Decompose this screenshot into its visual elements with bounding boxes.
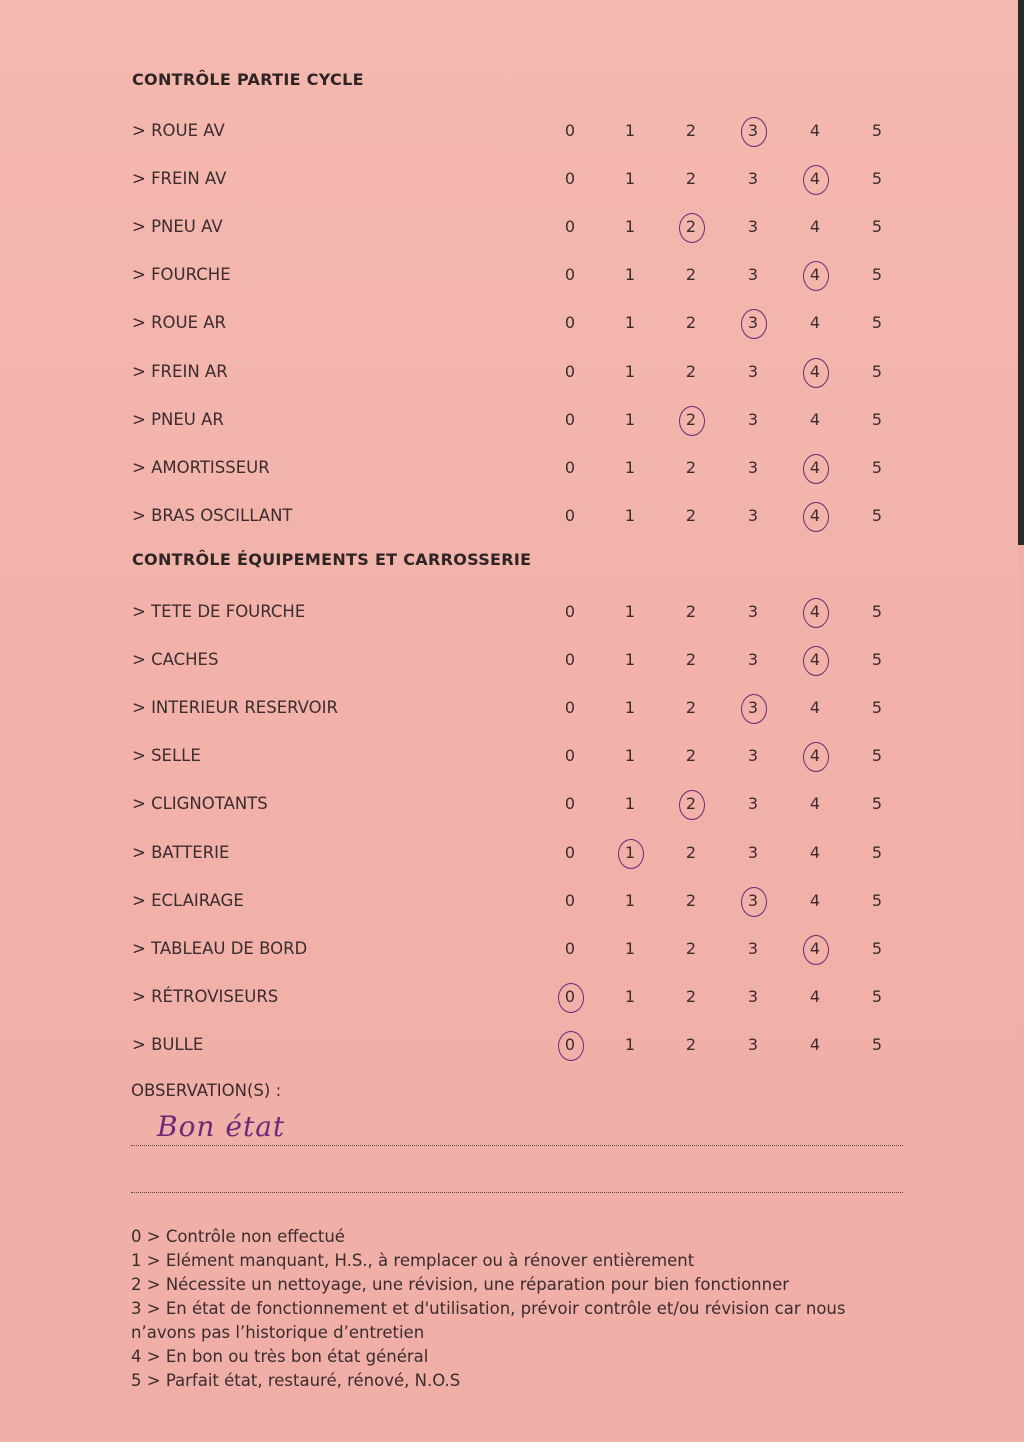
rating-option[interactable]: 5 [871,843,883,862]
rating-option[interactable]: 2 [685,313,697,332]
rating-option[interactable]: 2 [685,939,697,958]
rating-option[interactable]: 1 [624,506,636,525]
rating-option[interactable]: 3 [747,987,759,1006]
rating-option[interactable]: 1 [624,217,636,236]
inspection-row [0,453,1018,483]
legend-line: 1 > Elément manquant, H.S., à remplacer ou à rénover entièrement [131,1251,695,1270]
rating-option-selected[interactable]: 4 [800,260,830,290]
inspection-row [0,1030,1018,1060]
rating-option[interactable]: 3 [747,217,759,236]
rating-option[interactable]: 0 [564,843,576,862]
inspection-row [0,501,1018,531]
rating-option[interactable]: 0 [564,891,576,910]
section-title: CONTRÔLE PARTIE CYCLE [132,70,364,89]
inspection-item-label: > PNEU AV [132,217,223,236]
rating-option[interactable]: 0 [564,650,576,669]
rating-option[interactable]: 3 [747,843,759,862]
rating-option[interactable]: 4 [809,410,821,429]
legend-line: 4 > En bon ou très bon état général [131,1347,429,1366]
rating-option[interactable]: 0 [564,458,576,477]
rating-option[interactable]: 0 [564,121,576,140]
rating-option[interactable]: 5 [871,121,883,140]
rating-option[interactable]: 2 [685,506,697,525]
rating-option[interactable]: 5 [871,794,883,813]
rating-option-selected[interactable]: 2 [676,789,706,819]
rating-option[interactable]: 2 [685,362,697,381]
rating-option[interactable]: 5 [871,891,883,910]
inspection-row [0,741,1018,771]
inspection-row [0,260,1018,290]
rating-option[interactable]: 1 [624,602,636,621]
inspection-item-label: > CACHES [132,650,219,669]
background-edge [1018,545,1024,1442]
inspection-item-label: > FREIN AR [132,362,228,381]
rating-legend [131,1225,891,1393]
rating-option[interactable]: 1 [624,939,636,958]
rating-option[interactable]: 1 [624,698,636,717]
rating-option-selected[interactable]: 0 [555,1030,585,1060]
rating-option[interactable]: 3 [747,602,759,621]
rating-option[interactable]: 4 [809,121,821,140]
rating-option[interactable]: 5 [871,169,883,188]
rating-option[interactable]: 1 [624,313,636,332]
rating-option[interactable]: 2 [685,650,697,669]
rating-option-selected[interactable]: 3 [738,116,768,146]
rating-option[interactable]: 5 [871,1035,883,1054]
rating-option[interactable]: 4 [809,1035,821,1054]
inspection-item-label: > BRAS OSCILLANT [132,506,293,525]
inspection-row [0,212,1018,242]
inspection-row [0,886,1018,916]
inspection-item-label: > RÉTROVISEURS [132,987,279,1006]
inspection-row [0,405,1018,435]
inspection-row [0,164,1018,194]
rating-option[interactable]: 4 [809,891,821,910]
inspection-item-label: > ROUE AR [132,313,227,332]
inspection-row [0,357,1018,387]
rating-option[interactable]: 2 [685,602,697,621]
rating-option[interactable]: 3 [747,410,759,429]
rating-option[interactable]: 5 [871,313,883,332]
rating-option[interactable]: 0 [564,939,576,958]
rating-option[interactable]: 3 [747,794,759,813]
rating-option-selected[interactable]: 3 [738,693,768,723]
rating-option-selected[interactable]: 0 [555,982,585,1012]
rating-option[interactable]: 0 [564,506,576,525]
rating-option[interactable]: 0 [564,169,576,188]
rating-option[interactable]: 0 [564,698,576,717]
rating-option[interactable]: 1 [624,1035,636,1054]
inspection-row [0,693,1018,723]
rating-option[interactable]: 1 [624,362,636,381]
legend-line: 0 > Contrôle non effectué [131,1227,345,1246]
rating-option[interactable]: 1 [624,746,636,765]
rating-option[interactable]: 4 [809,698,821,717]
inspection-item-label: > FOURCHE [132,265,231,284]
rating-option-selected[interactable]: 4 [800,357,830,387]
rating-option[interactable]: 1 [624,794,636,813]
rating-option[interactable]: 4 [809,987,821,1006]
rating-option[interactable]: 5 [871,410,883,429]
rating-option-selected[interactable]: 4 [800,597,830,627]
inspection-row [0,116,1018,146]
rating-option[interactable]: 5 [871,987,883,1006]
legend-line: 5 > Parfait état, restauré, rénové, N.O.S [131,1371,461,1390]
rating-option[interactable]: 2 [685,458,697,477]
inspection-item-label: > CLIGNOTANTS [132,794,268,813]
inspection-row [0,934,1018,964]
rating-option[interactable]: 3 [747,265,759,284]
rating-option-selected[interactable]: 2 [676,405,706,435]
handwritten-observation: Bon état [157,1110,286,1143]
rating-option[interactable]: 3 [747,362,759,381]
observation-line-1 [131,1145,903,1146]
rating-option[interactable]: 0 [564,265,576,284]
rating-option[interactable]: 2 [685,698,697,717]
rating-option[interactable]: 0 [564,362,576,381]
rating-option[interactable]: 1 [624,650,636,669]
rating-option[interactable]: 1 [624,458,636,477]
rating-option-selected[interactable]: 1 [615,838,645,868]
rating-option[interactable]: 0 [564,794,576,813]
rating-option[interactable]: 1 [624,987,636,1006]
inspection-item-label: > PNEU AR [132,410,224,429]
legend-line: n’avons pas l’historique d’entretien [131,1323,425,1342]
rating-option[interactable]: 2 [685,843,697,862]
rating-option[interactable]: 5 [871,362,883,381]
inspection-item-label: > BATTERIE [132,843,230,862]
rating-option[interactable]: 1 [624,410,636,429]
rating-option[interactable]: 3 [747,458,759,477]
rating-option[interactable]: 3 [747,650,759,669]
inspection-row [0,308,1018,338]
rating-option-selected[interactable]: 2 [676,212,706,242]
rating-option-selected[interactable]: 4 [800,453,830,483]
rating-option[interactable]: 3 [747,1035,759,1054]
rating-option-selected[interactable]: 4 [800,741,830,771]
rating-option[interactable]: 1 [624,121,636,140]
rating-option-selected[interactable]: 3 [738,886,768,916]
inspection-row [0,982,1018,1012]
rating-option[interactable]: 5 [871,217,883,236]
rating-option[interactable]: 4 [809,217,821,236]
rating-option[interactable]: 4 [809,794,821,813]
observations-label: OBSERVATION(S) : [131,1081,282,1100]
rating-option[interactable]: 5 [871,698,883,717]
rating-option[interactable]: 1 [624,891,636,910]
inspection-row [0,597,1018,627]
rating-option[interactable]: 1 [624,169,636,188]
rating-option[interactable]: 2 [685,1035,697,1054]
rating-option[interactable]: 3 [747,939,759,958]
rating-option[interactable]: 2 [685,265,697,284]
rating-option-selected[interactable]: 4 [800,645,830,675]
rating-option-selected[interactable]: 4 [800,164,830,194]
rating-option-selected[interactable]: 4 [800,501,830,531]
legend-line: 3 > En état de fonctionnement et d'utilisation, prévoir contrôle et/ou révision car nous [131,1299,846,1318]
inspection-row [0,838,1018,868]
legend-line: 2 > Nécessite un nettoyage, une révision, une réparation pour bien fonctionner [131,1275,790,1294]
rating-option[interactable]: 5 [871,746,883,765]
rating-option[interactable]: 5 [871,458,883,477]
inspection-item-label: > FREIN AV [132,169,227,188]
inspection-item-label: > TETE DE FOURCHE [132,602,306,621]
inspection-item-label: > AMORTISSEUR [132,458,270,477]
rating-option[interactable]: 3 [747,506,759,525]
rating-option[interactable]: 2 [685,987,697,1006]
rating-option[interactable]: 4 [809,843,821,862]
rating-option[interactable]: 2 [685,121,697,140]
inspection-item-label: > ROUE AV [132,121,225,140]
inspection-row [0,789,1018,819]
inspection-item-label: > ECLAIRAGE [132,891,244,910]
rating-option[interactable]: 3 [747,169,759,188]
rating-option[interactable]: 5 [871,265,883,284]
rating-option-selected[interactable]: 4 [800,934,830,964]
rating-option[interactable]: 2 [685,891,697,910]
rating-option[interactable]: 1 [624,265,636,284]
rating-option[interactable]: 0 [564,313,576,332]
rating-option[interactable]: 5 [871,650,883,669]
rating-option[interactable]: 3 [747,746,759,765]
rating-option[interactable]: 5 [871,602,883,621]
rating-option[interactable]: 5 [871,939,883,958]
rating-option-selected[interactable]: 3 [738,308,768,338]
inspection-item-label: > BULLE [132,1035,204,1054]
rating-option[interactable]: 0 [564,746,576,765]
rating-option[interactable]: 2 [685,746,697,765]
rating-option[interactable]: 5 [871,506,883,525]
section-title: CONTRÔLE ÉQUIPEMENTS ET CARROSSERIE [132,550,532,569]
inspection-item-label: > TABLEAU DE BORD [132,939,308,958]
inspection-row [0,645,1018,675]
rating-option[interactable]: 0 [564,217,576,236]
inspection-item-label: > INTERIEUR RESERVOIR [132,698,338,717]
rating-option[interactable]: 4 [809,313,821,332]
rating-option[interactable]: 2 [685,169,697,188]
observation-line-2 [131,1192,903,1193]
inspection-item-label: > SELLE [132,746,201,765]
rating-option[interactable]: 0 [564,602,576,621]
rating-option[interactable]: 0 [564,410,576,429]
